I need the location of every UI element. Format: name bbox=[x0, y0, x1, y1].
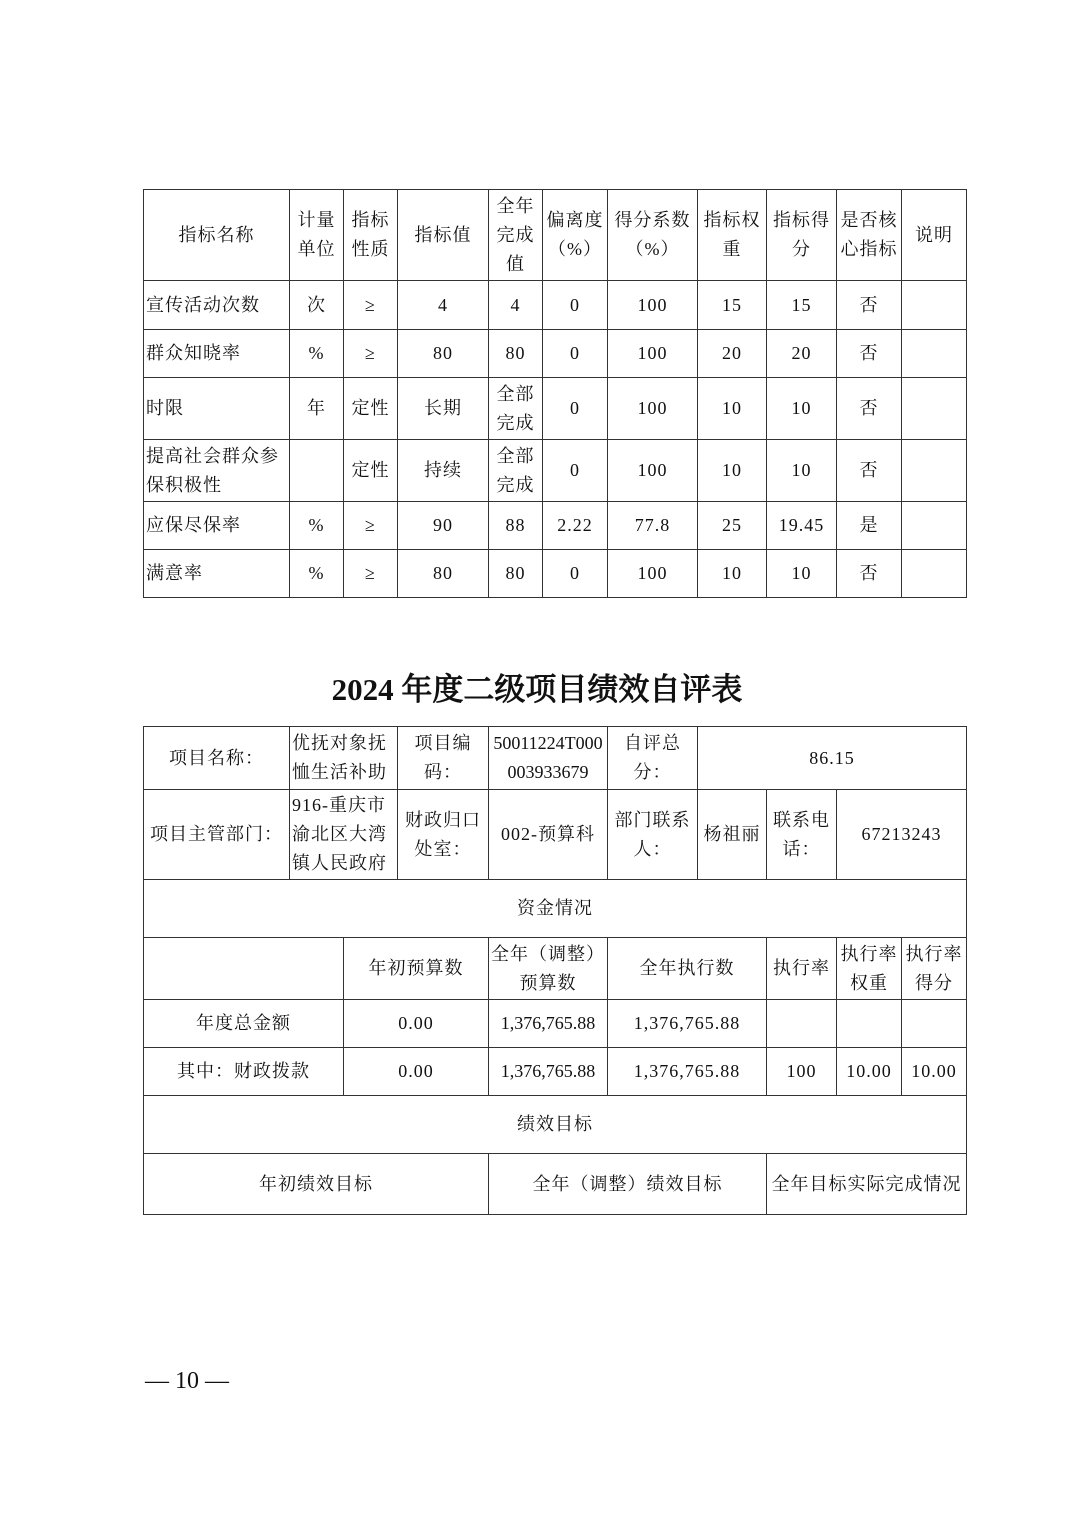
cell: 否 bbox=[837, 550, 902, 598]
cell: % bbox=[290, 502, 344, 550]
cell: 80 bbox=[489, 550, 543, 598]
table-header-row bbox=[144, 190, 967, 281]
header-cell: 执行率权重 bbox=[837, 938, 902, 1000]
department-row bbox=[144, 790, 967, 880]
contact-label: 部门联系人： bbox=[608, 790, 698, 880]
cell: 提高社会群众参保积极性 bbox=[144, 440, 290, 502]
cell: 10 bbox=[767, 440, 837, 502]
goals-header-row bbox=[144, 1154, 967, 1215]
header-cell: 全年执行数 bbox=[608, 938, 767, 1000]
cell: 10 bbox=[767, 378, 837, 440]
cell: 10 bbox=[698, 378, 767, 440]
cell: 10 bbox=[698, 440, 767, 502]
cell: 90 bbox=[398, 502, 489, 550]
cell bbox=[837, 1000, 902, 1048]
dept-value: 916-重庆市渝北区大湾镇人民政府 bbox=[290, 790, 398, 880]
table-row bbox=[144, 1000, 967, 1048]
cell: 10.00 bbox=[902, 1048, 967, 1096]
cell: 80 bbox=[398, 550, 489, 598]
header-cell bbox=[144, 938, 344, 1000]
cell: 0.00 bbox=[344, 1048, 489, 1096]
cell bbox=[902, 330, 967, 378]
cell: 全部完成 bbox=[489, 440, 543, 502]
contact-value: 杨祖丽 bbox=[698, 790, 767, 880]
dept-label: 项目主管部门： bbox=[144, 790, 290, 880]
goals-section-heading: 绩效目标 bbox=[144, 1096, 967, 1154]
cell: 10 bbox=[698, 550, 767, 598]
table-row bbox=[144, 550, 967, 598]
cell: % bbox=[290, 330, 344, 378]
cell: 0 bbox=[543, 550, 608, 598]
header-cell: 执行率 bbox=[767, 938, 837, 1000]
cell bbox=[902, 550, 967, 598]
header-cell: 年初绩效目标 bbox=[144, 1154, 489, 1215]
cell: 0 bbox=[543, 440, 608, 502]
phone-label: 联系电话： bbox=[767, 790, 837, 880]
cell: 1,376,765.88 bbox=[608, 1000, 767, 1048]
cell: 100 bbox=[767, 1048, 837, 1096]
phone-value: 67213243 bbox=[837, 790, 967, 880]
cell: 时限 bbox=[144, 378, 290, 440]
self-evaluation-table bbox=[143, 726, 967, 1215]
header-cell: 全年目标实际完成情况 bbox=[767, 1154, 967, 1215]
indicator-table bbox=[143, 189, 967, 598]
cell: 1,376,765.88 bbox=[489, 1000, 608, 1048]
cell: 否 bbox=[837, 378, 902, 440]
office-value: 002-预算科 bbox=[489, 790, 608, 880]
cell: 100 bbox=[608, 378, 698, 440]
cell: 持续 bbox=[398, 440, 489, 502]
cell: 88 bbox=[489, 502, 543, 550]
cell: 其中：财政拨款 bbox=[144, 1048, 344, 1096]
score-value: 86.15 bbox=[698, 727, 967, 790]
table-row bbox=[144, 281, 967, 330]
project-info-row bbox=[144, 727, 967, 790]
table-row bbox=[144, 330, 967, 378]
header-cell: 执行率得分 bbox=[902, 938, 967, 1000]
page-title: 2024 年度二级项目绩效自评表 bbox=[331, 672, 743, 707]
cell: 0.00 bbox=[344, 1000, 489, 1048]
cell: 0 bbox=[543, 281, 608, 330]
project-code: 50011224T000003933679 bbox=[489, 727, 608, 790]
cell: 0 bbox=[543, 330, 608, 378]
score-label: 自评总分： bbox=[608, 727, 698, 790]
cell bbox=[902, 281, 967, 330]
cell: ≥ bbox=[344, 550, 398, 598]
cell: 77.8 bbox=[608, 502, 698, 550]
table-row bbox=[144, 1048, 967, 1096]
cell: ≥ bbox=[344, 330, 398, 378]
cell: 否 bbox=[837, 330, 902, 378]
header-cell: 是否核心指标 bbox=[837, 190, 902, 281]
project-name: 优抚对象抚恤生活补助 bbox=[290, 727, 398, 790]
header-cell: 指标权重 bbox=[698, 190, 767, 281]
project-code-label: 项目编码： bbox=[398, 727, 489, 790]
cell: 群众知晓率 bbox=[144, 330, 290, 378]
cell: 全部完成 bbox=[489, 378, 543, 440]
cell: 2.22 bbox=[543, 502, 608, 550]
funds-header-row bbox=[144, 938, 967, 1000]
cell: 15 bbox=[698, 281, 767, 330]
cell: 100 bbox=[608, 281, 698, 330]
header-cell: 说明 bbox=[902, 190, 967, 281]
cell: 20 bbox=[698, 330, 767, 378]
cell: 4 bbox=[398, 281, 489, 330]
cell: 是 bbox=[837, 502, 902, 550]
cell bbox=[902, 440, 967, 502]
funds-section-heading: 资金情况 bbox=[144, 880, 967, 938]
cell: 定性 bbox=[344, 378, 398, 440]
cell bbox=[902, 502, 967, 550]
cell: 年 bbox=[290, 378, 344, 440]
cell bbox=[902, 1000, 967, 1048]
header-cell: 偏离度（%） bbox=[543, 190, 608, 281]
cell: 应保尽保率 bbox=[144, 502, 290, 550]
cell: ≥ bbox=[344, 502, 398, 550]
cell: 1,376,765.88 bbox=[608, 1048, 767, 1096]
cell: % bbox=[290, 550, 344, 598]
cell: 否 bbox=[837, 281, 902, 330]
header-cell: 指标性质 bbox=[344, 190, 398, 281]
cell: 80 bbox=[489, 330, 543, 378]
cell: 否 bbox=[837, 440, 902, 502]
cell: 80 bbox=[398, 330, 489, 378]
header-cell: 全年（调整）预算数 bbox=[489, 938, 608, 1000]
header-cell: 年初预算数 bbox=[344, 938, 489, 1000]
cell: 20 bbox=[767, 330, 837, 378]
header-cell: 指标名称 bbox=[144, 190, 290, 281]
cell: 100 bbox=[608, 550, 698, 598]
cell: 25 bbox=[698, 502, 767, 550]
cell: 15 bbox=[767, 281, 837, 330]
cell: 1,376,765.88 bbox=[489, 1048, 608, 1096]
table-row bbox=[144, 502, 967, 550]
cell: 长期 bbox=[398, 378, 489, 440]
cell: 100 bbox=[608, 440, 698, 502]
header-cell: 指标值 bbox=[398, 190, 489, 281]
cell: 宣传活动次数 bbox=[144, 281, 290, 330]
cell: 100 bbox=[608, 330, 698, 378]
header-cell: 计量单位 bbox=[290, 190, 344, 281]
table-row bbox=[144, 440, 967, 502]
cell: 19.45 bbox=[767, 502, 837, 550]
cell: 0 bbox=[543, 378, 608, 440]
cell: 满意率 bbox=[144, 550, 290, 598]
cell bbox=[902, 378, 967, 440]
table-row bbox=[144, 378, 967, 440]
cell: 4 bbox=[489, 281, 543, 330]
cell: 10 bbox=[767, 550, 837, 598]
cell bbox=[290, 440, 344, 502]
project-name-label: 项目名称： bbox=[144, 727, 290, 790]
cell: 次 bbox=[290, 281, 344, 330]
header-cell: 指标得分 bbox=[767, 190, 837, 281]
cell: 定性 bbox=[344, 440, 398, 502]
header-cell: 全年（调整）绩效目标 bbox=[489, 1154, 767, 1215]
header-cell: 全年完成值 bbox=[489, 190, 543, 281]
office-label: 财政归口处室： bbox=[398, 790, 489, 880]
header-cell: 得分系数（%） bbox=[608, 190, 698, 281]
cell: 年度总金额 bbox=[144, 1000, 344, 1048]
cell bbox=[767, 1000, 837, 1048]
cell: ≥ bbox=[344, 281, 398, 330]
cell: 10.00 bbox=[837, 1048, 902, 1096]
page-number: — 10 — bbox=[145, 1368, 229, 1394]
